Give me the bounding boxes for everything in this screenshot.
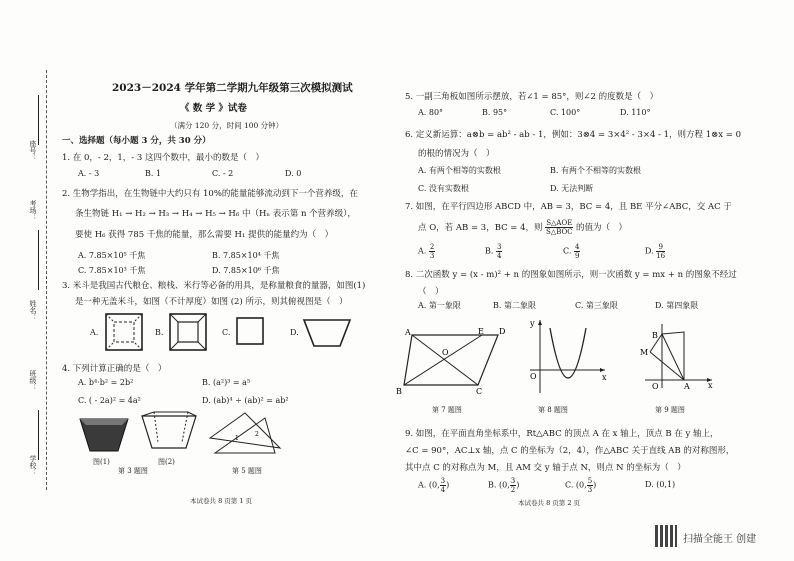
q6-option-d: D. 无法判断 bbox=[550, 184, 594, 193]
q9-option-a-den: 4 bbox=[440, 486, 446, 494]
q7-line2-text: 点 O，若 AB = 3，BC = 4，则 bbox=[418, 223, 543, 233]
q3-line1: 3. 米斗是我国古代粮仓、粮栈、米行等必备的用具，是称量粮食的量器，如图(1) bbox=[62, 281, 366, 291]
fig5-caption: 第 5 题图 bbox=[232, 467, 262, 475]
q9-line3: 其中点 C 的对称点为 M，且 AM 交 y 轴于点 N，则点 N 的坐标为（ ） bbox=[405, 463, 686, 473]
q7-option-a bbox=[418, 243, 435, 260]
q9-option-c-num: 5 bbox=[587, 477, 593, 485]
fig9-label-o: O bbox=[652, 382, 659, 391]
q7-ratio-num: S△AOE bbox=[546, 219, 573, 227]
q7-option-c-den: 9 bbox=[574, 252, 580, 260]
section-heading: 一、选择题（每小题 3 分，共 30 分） bbox=[62, 136, 211, 146]
fig8-caption: 第 8 题图 bbox=[538, 406, 568, 414]
q7-option-a-den: 3 bbox=[429, 252, 435, 260]
q9-option-c bbox=[565, 477, 596, 494]
q7-option-b-num: 3 bbox=[496, 243, 502, 251]
fig1-label: 图(1) bbox=[93, 458, 110, 466]
margin-rule bbox=[38, 410, 39, 460]
svg-text:1: 1 bbox=[235, 435, 239, 442]
parallelogram-figure bbox=[396, 327, 506, 396]
page-footer-right: 本试卷共 8 页第 2 页 bbox=[518, 499, 581, 507]
q7-ratio bbox=[545, 219, 573, 236]
fig7-label-a: A bbox=[405, 328, 411, 337]
q3-option-a-figure bbox=[104, 312, 144, 352]
q4-stem: 4. 下列计算正确的是（ ） bbox=[62, 364, 167, 374]
q7-option-d-label: D. bbox=[645, 246, 654, 256]
q5-stem: 5. 一副三角板如图所示摆放，若∠1 = 85°，则∠2 的度数是（ ） bbox=[405, 92, 659, 102]
q9-line1: 9. 如图，在平面直角坐标系中，Rt△ABC 的顶点 A 在 x 轴上，顶点 B 在 y 轴上， bbox=[405, 429, 719, 439]
q3-option-d: D. bbox=[290, 328, 299, 337]
q7-option-c-label: C. bbox=[563, 246, 572, 256]
q6-line2: 的根的情况为（ ） bbox=[418, 149, 495, 159]
triangles-figure bbox=[205, 408, 285, 458]
fig2-label: 图(2) bbox=[158, 458, 175, 466]
q7-option-b-den: 4 bbox=[496, 252, 502, 260]
q9-option-b bbox=[488, 477, 519, 494]
q5-option-a: A. 80° bbox=[418, 108, 444, 117]
q7-option-d-num: 9 bbox=[656, 243, 665, 252]
fig3-caption: 第 3 题图 bbox=[118, 467, 148, 475]
fig7-label-e: E bbox=[478, 327, 484, 336]
rice-bucket-diagram bbox=[140, 412, 198, 454]
fig9-label-a: A bbox=[684, 382, 690, 391]
triangle-coordinate-figure bbox=[640, 322, 715, 392]
q6-option-a: A. 有两个相等的实数根 bbox=[418, 166, 501, 175]
q2-option-d: D. 7.85×10⁶ 千焦 bbox=[212, 266, 280, 275]
q7-line1: 7. 如图，在平行四边形 ABCD 中，AB = 3，BC = 4，且 BE 平分∠ABC，交 AC 于 bbox=[405, 202, 732, 212]
q8-option-b: B. 第二象限 bbox=[493, 301, 536, 310]
margin-rule bbox=[38, 95, 39, 145]
q7-line2-end: 的值为（ ） bbox=[576, 223, 628, 233]
fig7-label-o: O bbox=[442, 348, 449, 357]
q5-option-c: C. 100° bbox=[550, 108, 581, 117]
q2-line1: 2. 生物学指出，在生物链中大约只有 10%的能量能够流动到下一个营养级，在 bbox=[62, 189, 358, 199]
q1-option-c: C. - 2 bbox=[212, 169, 234, 178]
q2-option-c: C. 7.85×10³ 千焦 bbox=[78, 266, 146, 275]
q9-option-a bbox=[418, 477, 449, 494]
q5-option-d: D. 110° bbox=[620, 108, 651, 117]
q9-option-d: D. (0,1) bbox=[645, 480, 676, 489]
q8-option-d: D. 第四象限 bbox=[655, 301, 699, 310]
fig9-label-m: M bbox=[640, 348, 649, 357]
q7-option-c bbox=[563, 243, 580, 260]
exam-subject: 《 数 学 》试卷 bbox=[180, 103, 247, 114]
q3-option-b: B. bbox=[155, 328, 164, 337]
fig9-caption: 第 9 题图 bbox=[655, 406, 685, 414]
q2-option-b: B. 7.85×10⁴ 千焦 bbox=[212, 251, 280, 260]
q5-option-b: B. 95° bbox=[482, 108, 508, 117]
q9-option-c-close: ) bbox=[593, 480, 597, 490]
q2-line3: 要使 H₆ 获得 785 千焦的能量，那么需要 H₁ 提供的能量约为（ ） bbox=[75, 230, 334, 240]
exam-title: 2023－2024 学年第二学期九年级第三次模拟测试 bbox=[112, 82, 353, 94]
q3-option-d-figure bbox=[302, 318, 352, 348]
margin-label-seat: 座号： bbox=[29, 140, 37, 161]
fig9-label-b: B bbox=[652, 331, 658, 340]
q2-option-a: A. 7.85×10⁵ 千焦 bbox=[78, 251, 146, 260]
q7-option-a-num: 2 bbox=[429, 243, 435, 251]
fig8-label-x: x bbox=[602, 373, 607, 382]
q8-line2: （ ） bbox=[418, 287, 444, 297]
q7-option-d-den: 16 bbox=[656, 252, 666, 260]
q9-option-b-label: B. (0, bbox=[488, 480, 510, 490]
q7-ratio-den: S△BOC bbox=[546, 228, 573, 236]
q3-option-c: C. bbox=[222, 328, 231, 337]
exam-note: （满分 120 分，时间 100 分钟） bbox=[170, 121, 284, 130]
q7-option-c-num: 4 bbox=[574, 243, 580, 251]
q8-option-a: A. 第一象限 bbox=[418, 301, 461, 310]
q7-option-d-frac bbox=[656, 243, 665, 260]
margin-label-room: 考场： bbox=[29, 200, 37, 221]
q4-option-c: C. ( - 2a)² = 4a² bbox=[78, 396, 141, 405]
q2-line2: 条生物链 H₁ → H₂ → H₃ → H₄ → H₅ → H₆ 中（Hₙ 表示第 n 个营养级）， bbox=[75, 209, 356, 219]
binding-line bbox=[46, 70, 47, 490]
q9-option-a-close: ) bbox=[446, 480, 450, 490]
q9-option-a-num: 3 bbox=[440, 477, 446, 485]
rice-bucket-photo bbox=[78, 415, 130, 455]
q4-option-d: D. (ab)⁴ ÷ (ab)² = ab² bbox=[202, 396, 289, 405]
margin-rule bbox=[38, 230, 39, 290]
q9-option-c-den: 3 bbox=[587, 486, 593, 494]
parabola-figure bbox=[520, 318, 610, 396]
q7-option-b bbox=[485, 243, 502, 260]
fig8-label-o: O bbox=[530, 372, 537, 381]
q7-option-c-frac bbox=[574, 243, 580, 260]
scanner-watermark: 扫描全能王 创建 bbox=[683, 534, 757, 545]
q7-option-a-frac bbox=[429, 243, 435, 260]
q3-line2: 是一种无盖米斗，如图（不计厚度）如图 (2) 所示，则其俯视图是（ ） bbox=[75, 297, 348, 307]
q6-option-b: B. 有两个不相等的实数根 bbox=[550, 166, 641, 175]
margin-label-school: 学校： bbox=[29, 455, 37, 476]
q1-option-a: A. - 3 bbox=[78, 169, 100, 178]
svg-text:2: 2 bbox=[255, 431, 259, 438]
fig7-label-c: C bbox=[476, 387, 483, 396]
q8-line1: 8. 二次函数 y = (x - m)² + n 的图象如图所示，则一次函数 y = mx + n 的图象不经过 bbox=[405, 270, 737, 280]
q7-option-b-frac bbox=[496, 243, 502, 260]
q9-option-a-label: A. (0, bbox=[418, 480, 440, 490]
fig7-label-d: D bbox=[499, 327, 506, 336]
q1-option-b: B. 1 bbox=[145, 169, 162, 178]
q7-line2 bbox=[418, 219, 627, 236]
q7-option-b-label: B. bbox=[485, 246, 494, 256]
q6-option-c: C. 没有实数根 bbox=[418, 184, 469, 193]
q3-option-b-figure bbox=[168, 312, 208, 352]
q8-option-c: C. 第三象限 bbox=[575, 301, 618, 310]
q3-option-a: A. bbox=[90, 328, 99, 337]
fig7-label-b: B bbox=[396, 387, 402, 396]
q6-line1: 6. 定义新运算：a⊗b = ab² - ab - 1，例如：3⊗4 = 3×4² - 3×4 - 1，则方程 1⊗x = 0 bbox=[405, 130, 742, 140]
q4-option-a: A. b⁴·b² = 2b² bbox=[78, 378, 134, 387]
q9-option-c-label: C. (0, bbox=[565, 480, 587, 490]
q9-line2: ∠C = 90°，AC⊥x 轴，点 C 的坐标为（2，4），作△ABC 关于直线 AB 的对称图形， bbox=[405, 446, 735, 456]
q7-option-d bbox=[645, 243, 665, 260]
fig8-label-y: y bbox=[530, 319, 535, 328]
q1-option-d: D. 0 bbox=[285, 169, 302, 178]
page-footer-left: 本试卷共 8 页第 1 页 bbox=[190, 497, 253, 505]
q9-option-b-num: 3 bbox=[510, 477, 516, 485]
fig7-caption: 第 7 题图 bbox=[432, 406, 462, 414]
q9-option-b-den: 2 bbox=[510, 486, 516, 494]
margin-label-name: 姓名： bbox=[29, 300, 37, 321]
q9-option-b-close: ) bbox=[516, 480, 520, 490]
qr-code-icon bbox=[655, 525, 677, 547]
margin-label-class: 班级： bbox=[29, 370, 37, 391]
fig9-label-x: x bbox=[708, 381, 713, 390]
q7-option-a-label: A. bbox=[418, 246, 427, 256]
q4-option-b: B. (a²)³ = a⁵ bbox=[202, 378, 251, 387]
q1-stem: 1. 在 0，- 2，1，- 3 这四个数中，最小的数是（ ） bbox=[62, 153, 264, 163]
q3-option-c-figure bbox=[235, 316, 265, 346]
